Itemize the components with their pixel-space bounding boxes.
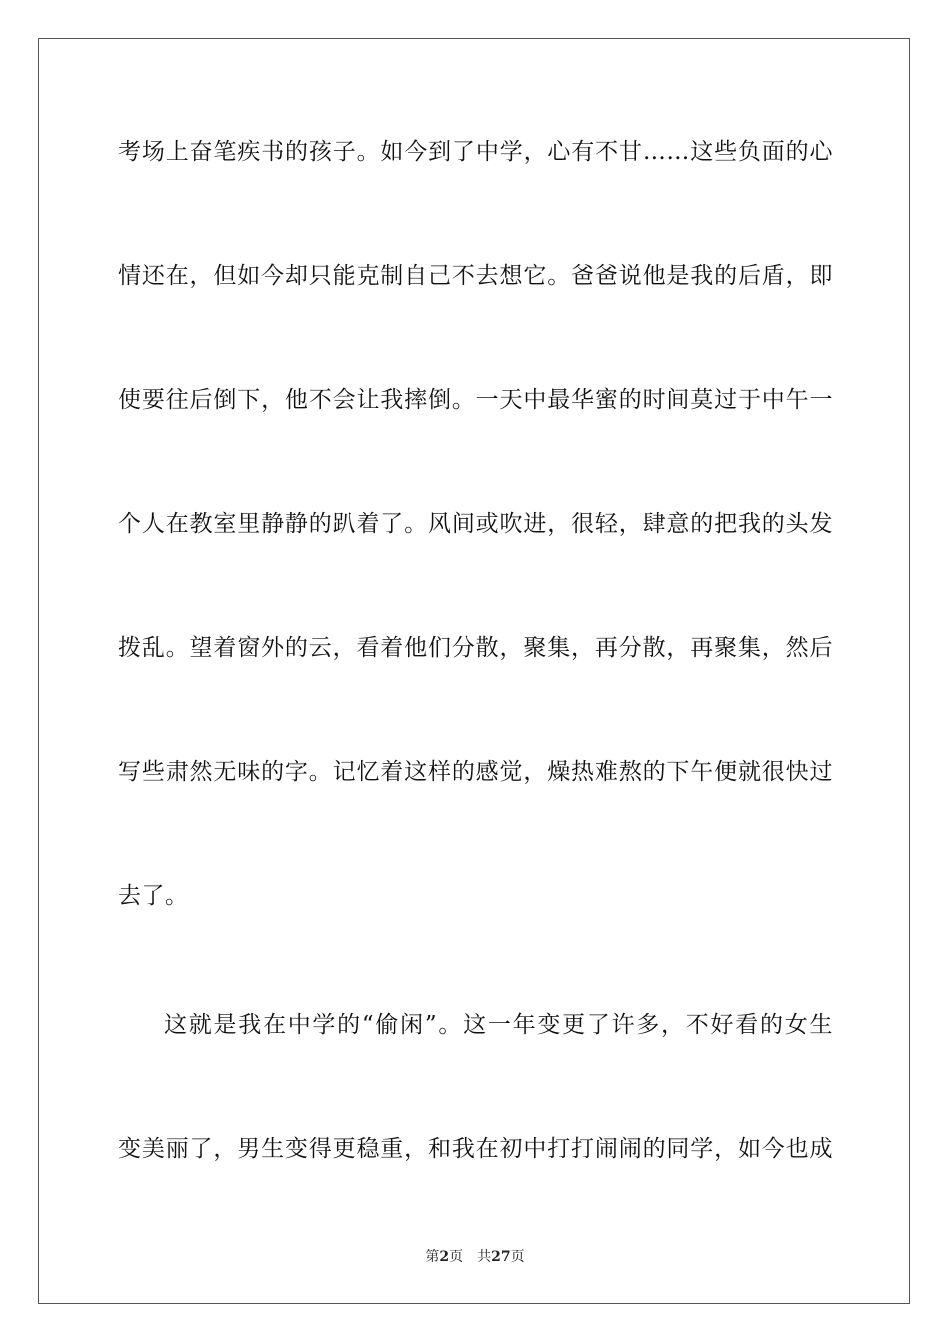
page-footer <box>0 1248 950 1266</box>
page-suffix: 页 <box>449 1249 464 1265</box>
paragraph-first-line: 这就是我在中学的“偷闲”。这一年变更了许多，不好看的女生 <box>164 1012 833 1038</box>
body-text-line: 情还在，但如今却只能克制自己不去想它。爸爸说他是我的后盾，即 <box>118 263 833 289</box>
body-text-line: 写些肃然无味的字。记忆着这样的感觉，燥热难熬的下午便就很快过 <box>118 759 833 785</box>
body-text-line: 使要往后倒下，他不会让我摔倒。一天中最华蜜的时间莫过于中午一 <box>118 387 833 413</box>
total-pages: 27 <box>491 1249 511 1265</box>
page-number: 2 <box>439 1249 450 1265</box>
total-prefix: 共 <box>477 1249 492 1265</box>
total-suffix: 页 <box>510 1249 525 1265</box>
body-text-line: 拨乱。望着窗外的云，看着他们分散，聚集，再分散，再聚集，然后 <box>118 635 833 661</box>
page-border <box>38 38 910 1304</box>
body-text-line: 考场上奋笔疾书的孩子。如今到了中学，心有不甘……这些负面的心 <box>118 139 833 165</box>
body-text-line: 个人在教室里静静的趴着了。风间或吹进，很轻，肆意的把我的头发 <box>118 511 833 537</box>
body-text-line: 去了。 <box>118 883 189 909</box>
page-prefix: 第 <box>425 1249 440 1265</box>
body-text-line: 变美丽了，男生变得更稳重，和我在初中打打闹闹的同学，如今也成 <box>118 1136 833 1162</box>
